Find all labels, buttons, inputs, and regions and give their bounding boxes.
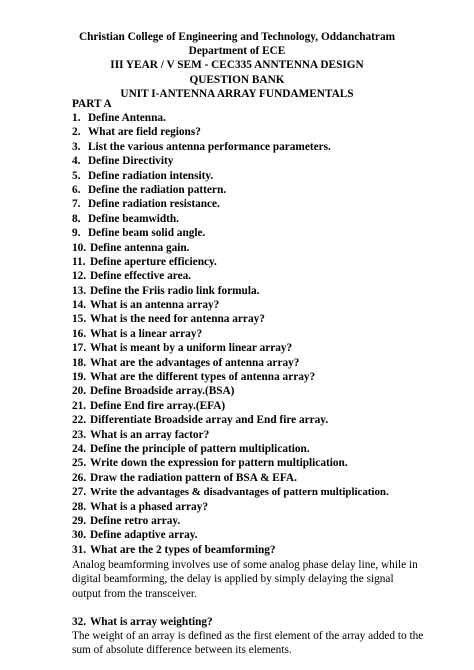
question-text: What is the need for antenna array? — [90, 313, 265, 326]
question-text: Define Broadside array.(BSA) — [90, 385, 235, 398]
question-item — [72, 615, 424, 629]
question-text: What is meant by a uniform linear array? — [90, 342, 293, 355]
question-number: 14. — [72, 299, 87, 312]
question-number: 5. — [72, 169, 81, 182]
question-text: What are field regions? — [88, 126, 201, 139]
question-item — [72, 528, 424, 542]
question-text: Define the Friis radio link formula. — [90, 284, 260, 297]
question-item — [72, 413, 424, 427]
question-item — [72, 154, 424, 168]
question-text: What are the 2 types of beamforming? — [90, 543, 276, 556]
question-number: 2. — [72, 126, 81, 139]
department: Department of ECE — [188, 45, 286, 58]
unit-title: UNIT I-ANTENNA ARRAY FUNDAMENTALS — [120, 87, 354, 100]
question-number: 24. — [72, 442, 87, 455]
question-item — [72, 298, 424, 312]
question-number: 28. — [72, 500, 87, 513]
question-text: Define effective area. — [90, 270, 192, 283]
question-item — [72, 370, 424, 384]
question-item — [72, 111, 424, 125]
question-text: Write the advantages & disadvantages of pattern multiplication. — [90, 486, 389, 499]
question-number: 20. — [72, 385, 87, 398]
question-number: 19. — [72, 371, 87, 384]
question-item — [72, 456, 424, 470]
document-header — [0, 30, 474, 101]
question-item — [72, 356, 424, 370]
question-text: What is an array factor? — [90, 428, 210, 441]
question-item — [72, 514, 424, 528]
question-number: 27. — [72, 486, 87, 499]
question-item — [72, 312, 424, 326]
question-number: 12. — [72, 270, 87, 283]
bank-title: QUESTION BANK — [189, 73, 285, 86]
question-number: 16. — [72, 327, 87, 340]
question-item — [72, 500, 424, 514]
question-number: 1. — [72, 112, 81, 124]
question-number: 25. — [72, 457, 87, 470]
question-text: Draw the radiation pattern of BSA & EFA. — [90, 471, 297, 484]
answer-paragraph: Analog beamforming involves use of some analog phase delay line, while in digital beamforming, the delay is applied by simply delaying the signal output from the transceiver. — [72, 559, 418, 600]
question-item — [72, 485, 424, 499]
question-item — [72, 140, 424, 154]
question-number: 23. — [72, 428, 87, 441]
question-number: 4. — [72, 155, 81, 168]
question-content — [72, 97, 424, 658]
question-number: 10. — [72, 241, 87, 254]
question-text: Define End fire array.(EFA) — [90, 399, 226, 412]
question-text: What are the advantages of antenna array? — [90, 356, 300, 369]
question-item — [72, 471, 424, 485]
question-text: Define antenna gain. — [90, 241, 190, 254]
question-item — [72, 284, 424, 298]
question-number: 32. — [72, 615, 87, 628]
question-text: Write down the expression for pattern multiplication. — [90, 457, 348, 470]
question-item — [72, 442, 424, 456]
question-item — [72, 183, 424, 197]
question-number: 17. — [72, 342, 87, 355]
question-number: 30. — [72, 529, 87, 542]
question-text: List the various antenna performance parameters. — [88, 140, 331, 153]
question-number: 7. — [72, 198, 81, 211]
question-number: 26. — [72, 471, 87, 484]
question-text: Define aperture efficiency. — [90, 255, 217, 268]
question-text: Define beamwidth. — [88, 212, 179, 225]
question-item — [72, 543, 424, 557]
question-text: Define beam solid angle. — [88, 227, 206, 240]
paragraph-spacer — [72, 601, 424, 615]
question-number: 31. — [72, 543, 87, 556]
part-label: PART A — [72, 98, 112, 110]
question-item — [72, 226, 424, 240]
question-number: 11. — [72, 255, 86, 268]
question-item — [72, 269, 424, 283]
question-text: What are the different types of antenna array? — [90, 371, 316, 384]
question-item — [72, 341, 424, 355]
question-text: Define radiation resistance. — [88, 198, 220, 211]
question-number: 8. — [72, 212, 81, 225]
question-text: Define retro array. — [90, 514, 181, 527]
college-name: Christian College of Engineering and Technology, Oddanchatram — [78, 31, 396, 43]
question-text: What is an antenna array? — [90, 299, 220, 312]
question-number: 3. — [72, 140, 81, 153]
question-item — [72, 125, 424, 139]
question-text: Differentiate Broadside array and End fire array. — [90, 414, 329, 427]
question-item — [72, 428, 424, 442]
question-item — [72, 399, 424, 413]
question-number: 6. — [72, 183, 81, 196]
question-text: What is a phased array? — [90, 500, 208, 513]
question-number: 9. — [72, 227, 81, 240]
question-text: What is a linear array? — [90, 327, 203, 340]
question-item — [72, 327, 424, 341]
question-number: 13. — [72, 284, 87, 297]
question-item — [72, 384, 424, 398]
question-text: Define the radiation pattern. — [88, 183, 227, 196]
question-text: Define adaptive array. — [90, 529, 198, 542]
question-number: 22. — [72, 414, 87, 427]
question-text: Define radiation intensity. — [88, 169, 214, 182]
question-item — [72, 212, 424, 226]
question-item — [72, 241, 424, 255]
question-number: 15. — [72, 313, 87, 326]
question-item — [72, 197, 424, 211]
question-text: Define Directivity — [88, 155, 174, 168]
question-text: What is array weighting? — [90, 615, 213, 628]
question-number: 21. — [72, 399, 87, 412]
question-text: Define Antenna. — [88, 112, 166, 124]
answer-paragraph: The weight of an array is defined as the first element of the array added to the sum of absolute difference between its elements. — [72, 630, 424, 657]
question-number: 18. — [72, 356, 87, 369]
course-title: III YEAR / V SEM - CEC335 ANNTENNA DESIGN — [110, 59, 364, 72]
question-item — [72, 255, 424, 269]
question-text: Define the principle of pattern multiplication. — [90, 442, 310, 455]
question-number: 29. — [72, 514, 87, 527]
question-item — [72, 169, 424, 183]
